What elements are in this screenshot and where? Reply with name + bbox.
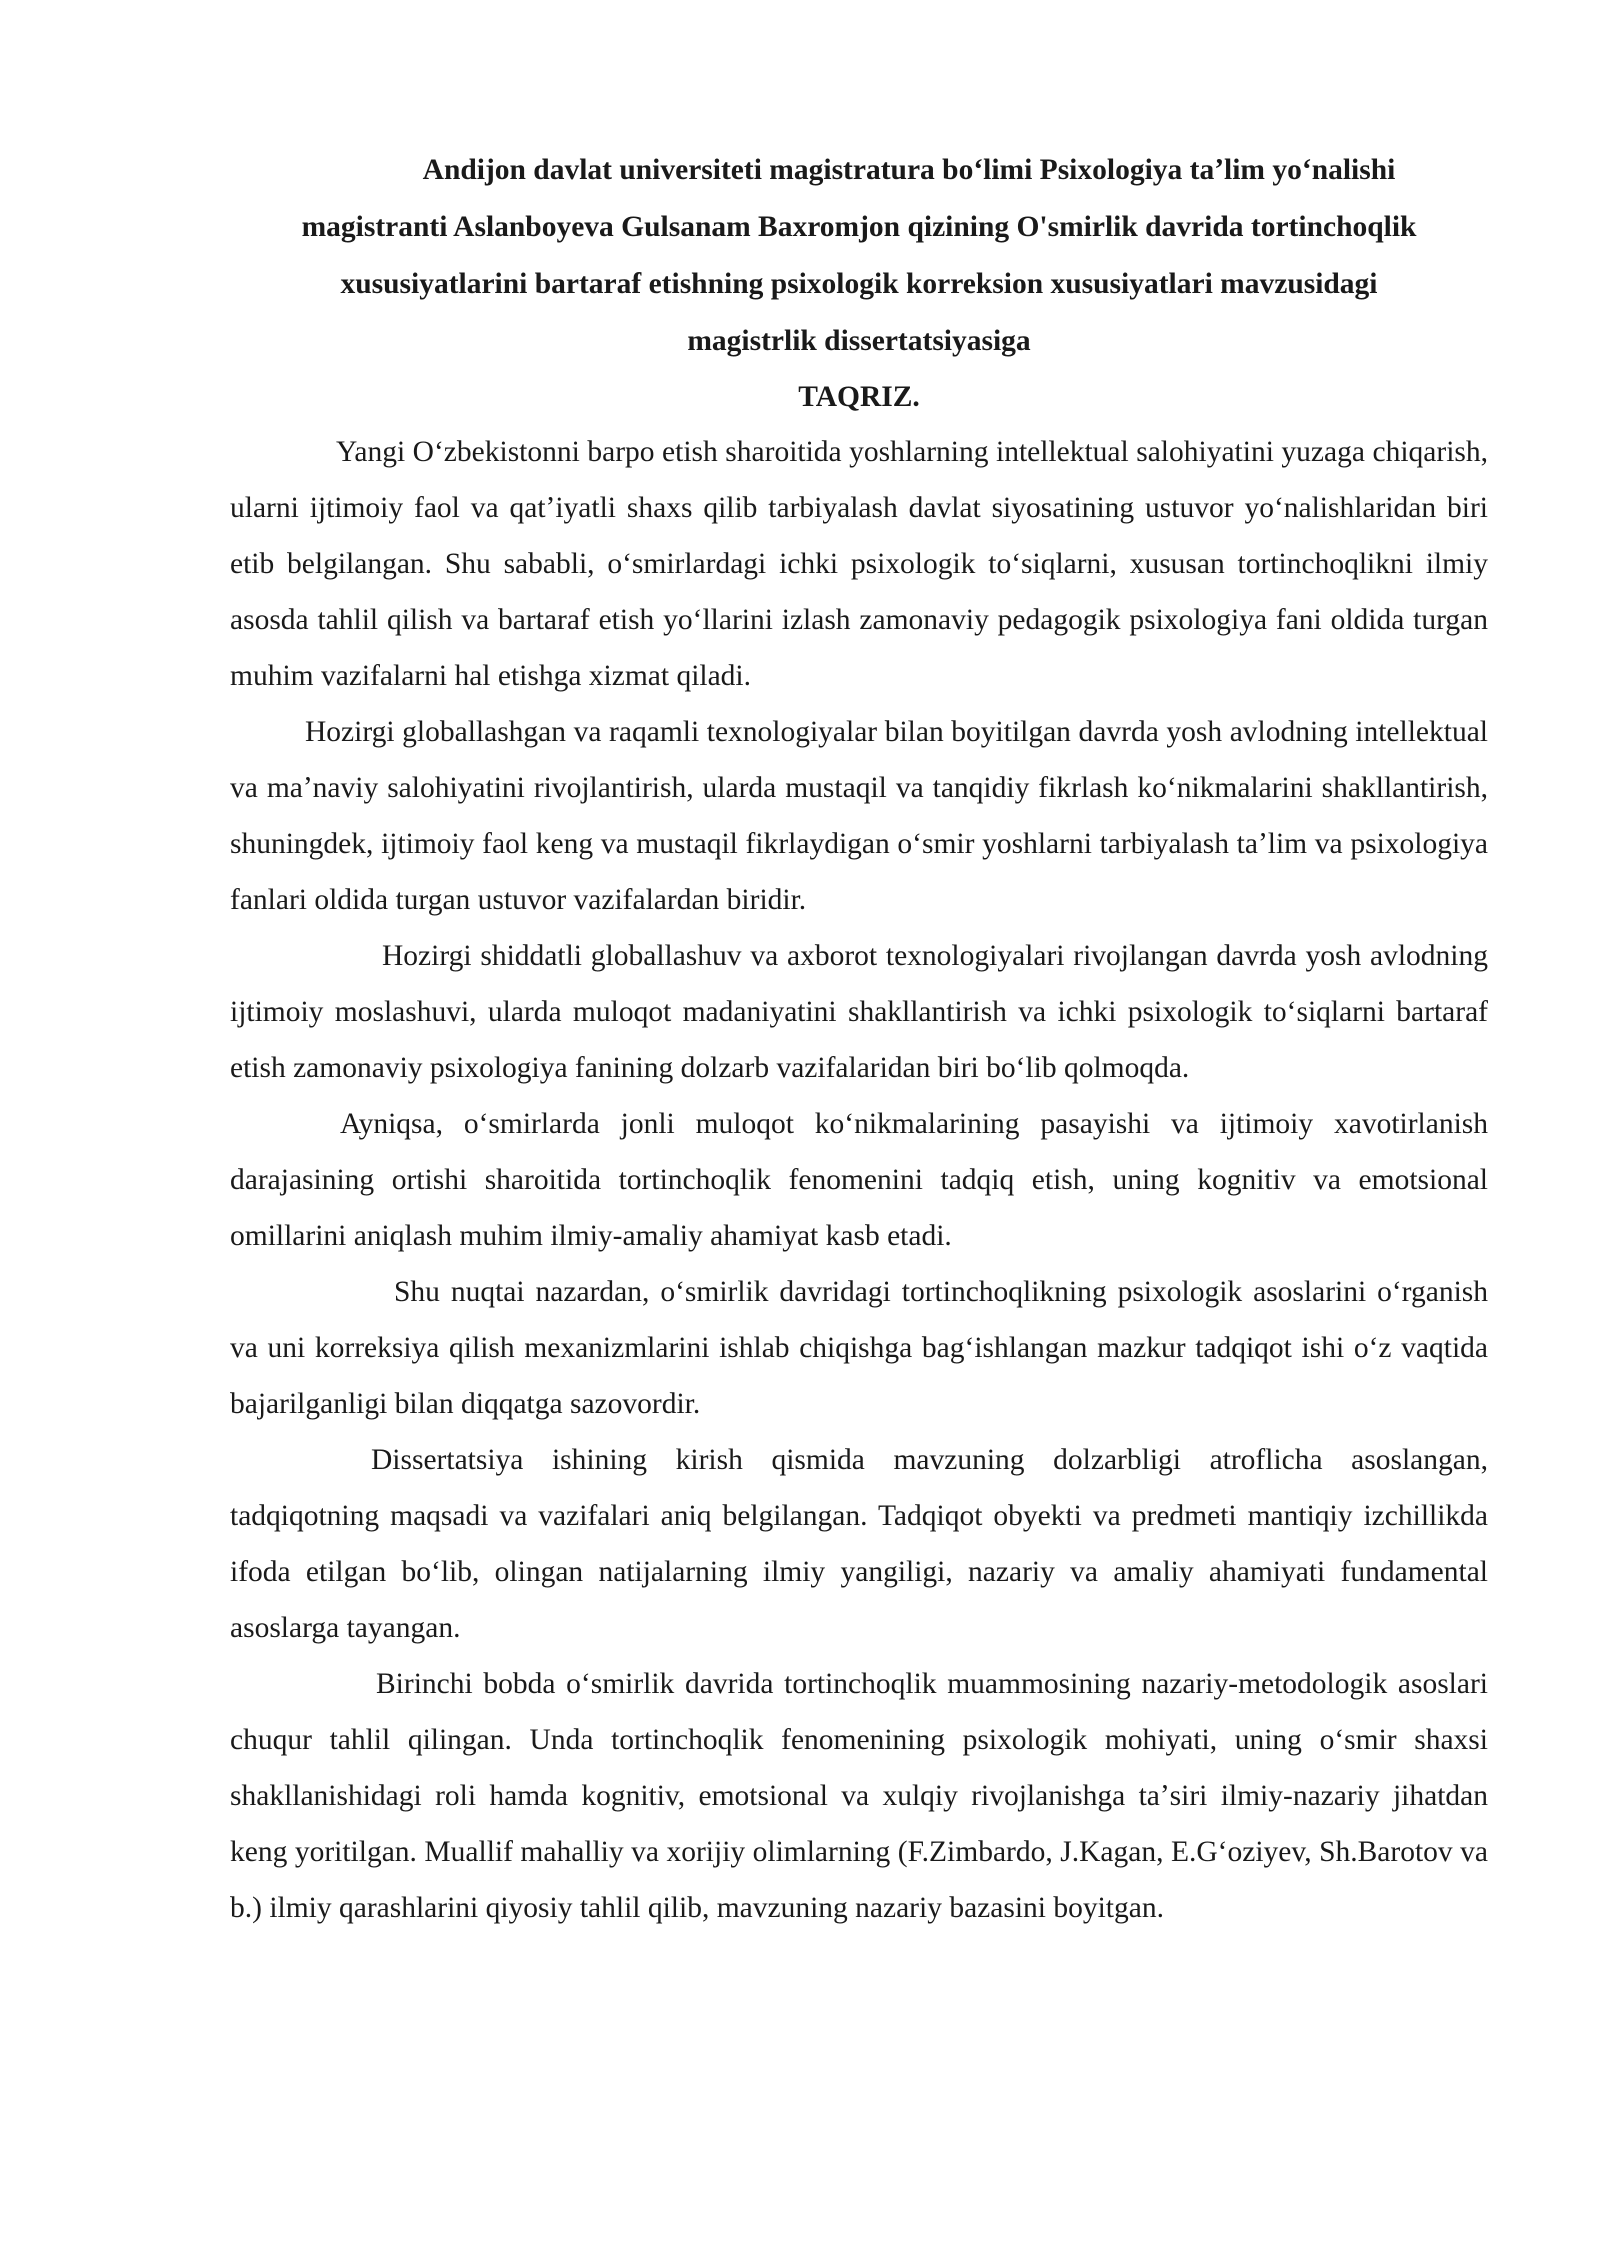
body-paragraph: Hozirgi globallashgan va raqamli texnologiyalar bilan boyitilgan davrda yosh avlodning intellektual va maʼnaviy salohiyatini rivojlantirish, ularda mustaqil va tanqidiy fikrlash koʻnikmalarini shakllantirish, shuningdek, ijtimoiy faol keng va mustaqil fikrlaydigan oʻsmir yoshlarni tarbiyalash taʼlim va psixologiya fanlari oldida turgan ustuvor vazifalardan biridir. [230,716,1488,916]
body-paragraph: Yangi Oʻzbekistonni barpo etish sharoitida yoshlarning intellektual salohiyatini yuzaga chiqarish, ularni ijtimoiy faol va qatʼiyatli shaxs qilib tarbiyalash davlat siyosatining ustuvor yoʻnalishlaridan biri etib belgilangan. Shu sababli, oʻsmirlardagi ichki psixologik toʻsiqlarni, xususan tortinchoqlikni ilmiy asosda tahlil qilish va bartaraf etish yoʻllarini izlash zamonaviy pedagogik psixologiya fani oldida turgan muhim vazifalarni hal etishga xizmat qiladi. [230,436,1488,692]
document-title: TAQRIZ. [798,381,920,413]
header-line: magistranti Aslanboyeva Gulsanam Baxromjon qizining O'smirlik davrida tortinchoqlik [301,211,1417,243]
header-line: xususiyatlarini bartaraf etishning psixologik korreksion xususiyatlari mavzusidagi [340,268,1378,300]
body-paragraph: Ayniqsa, oʻsmirlarda jonli muloqot koʻnikmalarining pasayishi va ijtimoiy xavotirlanish darajasining ortishi sharoitida tortinchoqlik fenomenini tadqiq etish, uning kognitiv va emotsional omillarini aniqlash muhim ilmiy-amaliy ahamiyat kasb etadi. [230,1108,1488,1252]
header-line: magistrlik dissertatsiyasiga [687,325,1031,357]
header-line: Andijon davlat universiteti magistratura boʻlimi Psixologiya taʼlim yoʻnalishi [422,154,1396,186]
body-paragraph: Shu nuqtai nazardan, oʻsmirlik davridagi tortinchoqlikning psixologik asoslarini oʻrganish va uni korreksiya qilish mexanizmlarini ishlab chiqishga bagʻishlangan mazkur tadqiqot ishi oʻz vaqtida bajarilganligi bilan diqqatga sazovordir. [230,1276,1488,1420]
body-paragraph: Hozirgi shiddatli globallashuv va axborot texnologiyalari rivojlangan davrda yosh avlodning ijtimoiy moslashuvi, ularda muloqot madaniyatini shakllantirish va ichki psixologik toʻsiqlarni bartaraf etish zamonaviy psixologiya fanining dolzarb vazifalaridan biri boʻlib qolmoqda. [230,940,1488,1084]
document-header [230,142,1488,370]
document-content [230,142,1488,1936]
body-paragraph: Birinchi bobda oʻsmirlik davrida tortinchoqlik muammosining nazariy-metodologik asoslari chuqur tahlil qilingan. Unda tortinchoqlik fenomenining psixologik mohiyati, uning oʻsmir shaxsi shakllanishidagi roli hamda kognitiv, emotsional va xulqiy rivojlanishga taʼsiri ilmiy-nazariy jihatdan keng yoritilgan. Muallif mahalliy va xorijiy olimlarning (F.Zimbardo, J.Kagan, E.Gʻoziyev, Sh.Barotov va b.) ilmiy qarashlarini qiyosiy tahlil qilib, mavzuning nazariy bazasini boyitgan. [230,1668,1488,1924]
body-paragraph: Dissertatsiya ishining kirish qismida mavzuning dolzarbligi atroflicha asoslangan, tadqiqotning maqsadi va vazifalari aniq belgilangan. Tadqiqot obyekti va predmeti mantiqiy izchillikda ifoda etilgan boʻlib, olingan natijalarning ilmiy yangiligi, nazariy va amaliy ahamiyati fundamental asoslarga tayangan. [230,1444,1488,1644]
